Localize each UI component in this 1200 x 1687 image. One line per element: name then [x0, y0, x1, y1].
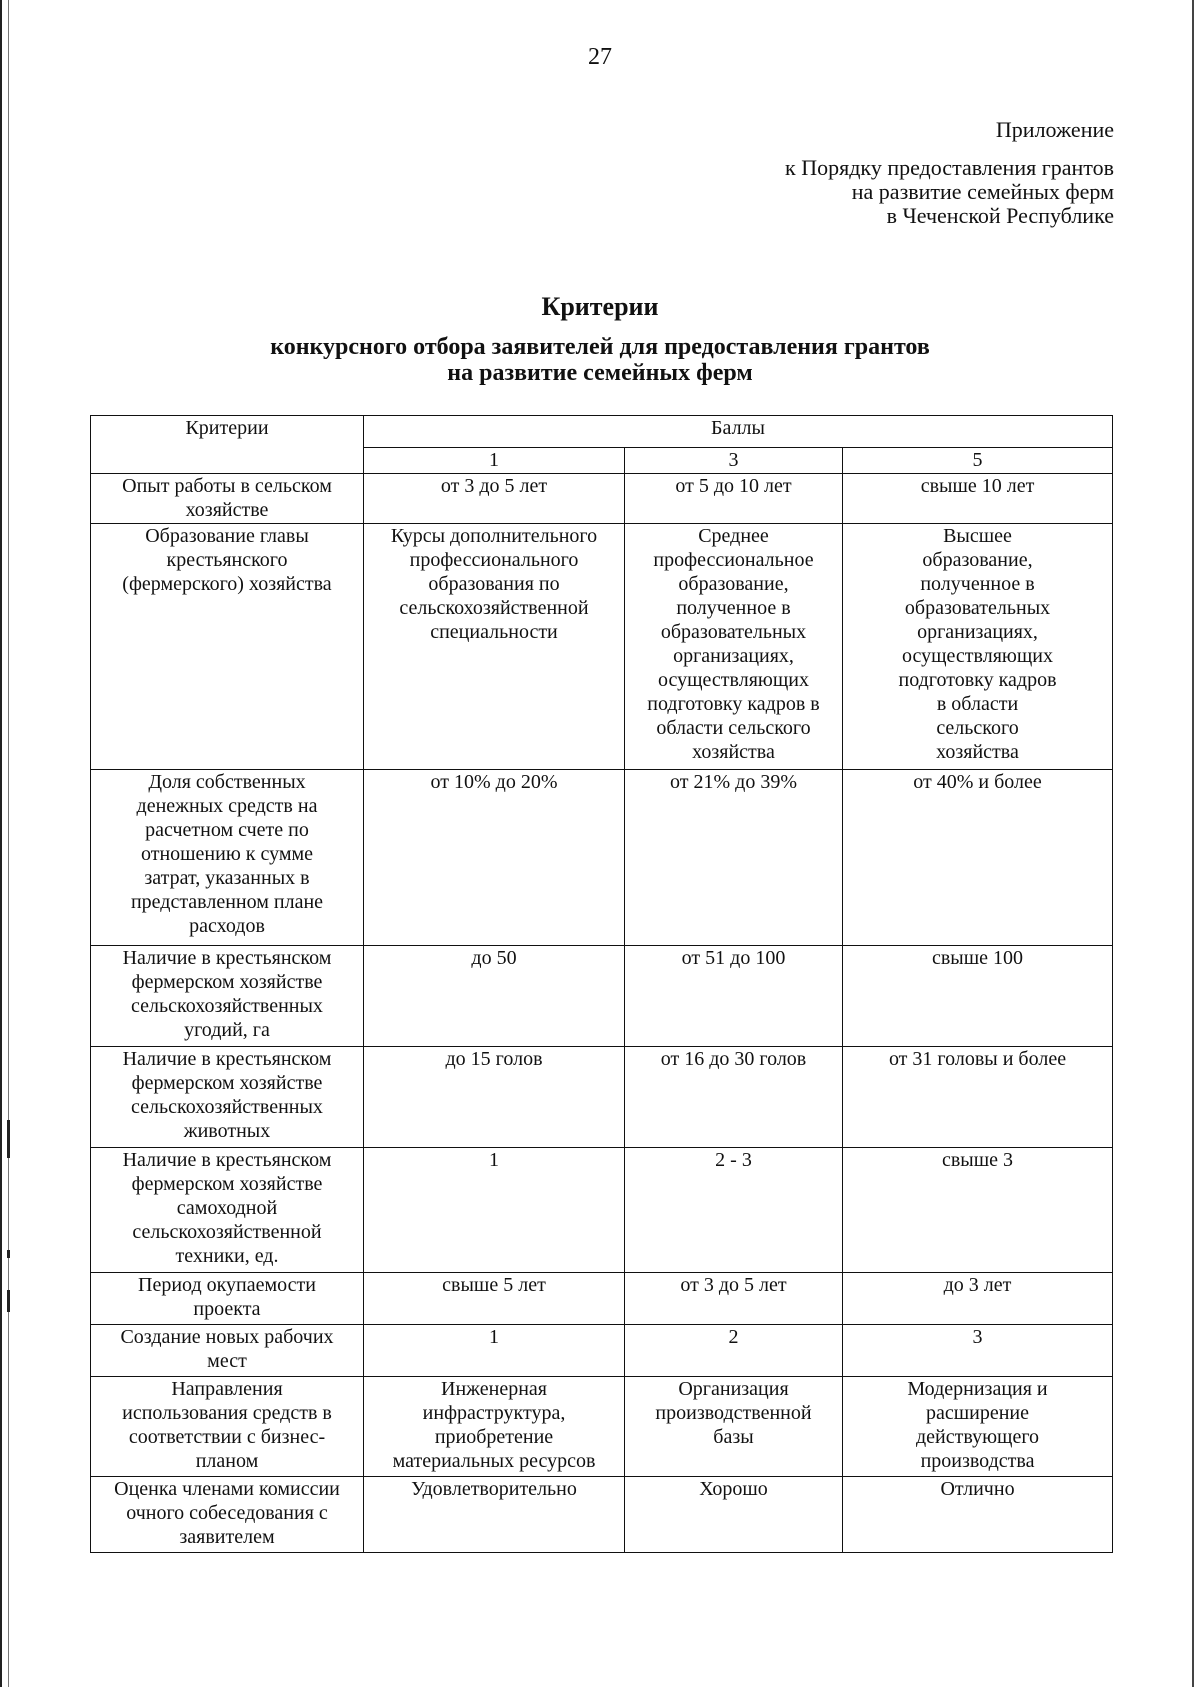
- cell-line: Отлично: [940, 1478, 1015, 1500]
- document-title: Критерии: [541, 292, 659, 321]
- criterion-cell: [91, 946, 364, 1047]
- cell-line: 1: [489, 1149, 499, 1171]
- score-5-cell: [843, 770, 1113, 946]
- score-level-3: 3: [625, 448, 843, 474]
- cell-line: сельскохозяйственных: [131, 1096, 323, 1118]
- table-body: [91, 474, 1113, 1553]
- cell-line: приобретение: [434, 1426, 554, 1448]
- cell-line: животных: [183, 1120, 271, 1142]
- table-row: [91, 770, 1113, 946]
- cell-line: планом: [195, 1450, 259, 1472]
- score-1-cell: [364, 1148, 625, 1273]
- cell-line: 2: [728, 1326, 739, 1348]
- appendix-line: в Чеченской Республике: [886, 203, 1114, 228]
- cell-line: образовательных: [904, 597, 1051, 619]
- score-1-cell: [364, 474, 625, 524]
- score-1-cell: [364, 770, 625, 946]
- score-5-cell: [843, 524, 1113, 770]
- cell-line: материальных ресурсов: [392, 1450, 596, 1472]
- criterion-cell: [91, 1325, 364, 1377]
- score-3-cell: [625, 524, 843, 770]
- appendix-line: на развитие семейных ферм: [851, 179, 1114, 204]
- cell-line: от 10% до 20%: [430, 771, 558, 793]
- cell-line: профессионального: [409, 549, 579, 571]
- score-5-cell: [843, 1325, 1113, 1377]
- criterion-cell: [91, 1273, 364, 1325]
- cell-line: от 5 до 10 лет: [675, 475, 792, 497]
- cell-line: базы: [713, 1426, 754, 1448]
- cell-line: отношению к сумме: [140, 843, 314, 865]
- score-3-cell: [625, 1377, 843, 1477]
- appendix-reference: [785, 156, 1114, 228]
- score-1-cell: [364, 946, 625, 1047]
- cell-line: 3: [972, 1326, 983, 1348]
- criterion-cell: [91, 1477, 364, 1553]
- subtitle-line: конкурсного отбора заявителей для предоставления грантов: [270, 334, 930, 360]
- cell-line: производственной: [655, 1402, 812, 1424]
- cell-line: угодий, га: [184, 1019, 270, 1041]
- document-subtitle: [0, 334, 1200, 386]
- cell-line: свыше 3: [941, 1149, 1014, 1171]
- appendix-line: к Порядку предоставления грантов: [785, 155, 1114, 180]
- cell-line: Инженерная: [441, 1378, 547, 1400]
- cell-line: сельскохозяйственной: [399, 597, 589, 619]
- cell-line: (фермерского) хозяйства: [122, 573, 332, 595]
- cell-line: от 3 до 5 лет: [440, 475, 548, 497]
- cell-line: фермерском хозяйстве: [131, 1173, 323, 1195]
- cell-line: до 3 лет: [943, 1274, 1012, 1296]
- criteria-table: [90, 415, 1113, 1553]
- cell-line: расчетном счете по: [145, 819, 309, 841]
- cell-line: Наличие в крестьянском: [122, 1048, 332, 1070]
- table-row: [91, 1477, 1113, 1553]
- table-row: [91, 1273, 1113, 1325]
- cell-line: сельскохозяйственных: [131, 995, 323, 1017]
- cell-line: сельского: [936, 717, 1019, 739]
- cell-line: Хорошо: [699, 1478, 768, 1500]
- score-1-cell: [364, 1477, 625, 1553]
- cell-line: от 21% до 39%: [670, 771, 797, 793]
- cell-line: Оценка членами комиссии: [114, 1478, 340, 1500]
- cell-line: от 31 головы и более: [888, 1048, 1067, 1070]
- score-1-cell: [364, 1377, 625, 1477]
- criterion-cell: [91, 1377, 364, 1477]
- cell-line: техники, ед.: [175, 1245, 279, 1267]
- cell-line: соответствии с бизнес-: [128, 1426, 326, 1448]
- score-5-cell: [843, 1273, 1113, 1325]
- table-row: [91, 1377, 1113, 1477]
- cell-line: от 40% и более: [913, 771, 1042, 793]
- score-3-cell: [625, 1325, 843, 1377]
- page-number: 27: [588, 44, 612, 70]
- score-3-cell: [625, 1047, 843, 1148]
- cell-line: хозяйства: [692, 741, 775, 763]
- cell-line: Наличие в крестьянском: [122, 1149, 332, 1171]
- cell-line: организациях,: [917, 621, 1038, 643]
- cell-line: организациях,: [673, 645, 794, 667]
- cell-line: проекта: [193, 1298, 261, 1320]
- subtitle-line: на развитие семейных ферм: [447, 360, 753, 386]
- cell-line: образования по: [428, 573, 560, 595]
- table-row: [91, 1325, 1113, 1377]
- score-3-cell: [625, 1148, 843, 1273]
- score-1-cell: [364, 1325, 625, 1377]
- cell-line: 1: [489, 1326, 499, 1348]
- cell-line: подготовку кадров: [898, 669, 1057, 691]
- cell-line: использования средств в: [122, 1402, 332, 1424]
- cell-line: сельскохозяйственной: [132, 1221, 322, 1243]
- cell-line: области сельского: [656, 717, 811, 739]
- cell-line: Высшее: [943, 525, 1012, 547]
- score-3-cell: [625, 770, 843, 946]
- cell-line: крестьянского: [166, 549, 288, 571]
- cell-line: осуществляющих: [902, 645, 1053, 667]
- cell-line: 2 - 3: [715, 1149, 752, 1171]
- cell-line: расширение: [925, 1402, 1030, 1424]
- cell-line: образование,: [922, 549, 1033, 571]
- cell-line: Курсы дополнительного: [390, 525, 598, 547]
- criterion-cell: [91, 474, 364, 524]
- table-header: [91, 416, 1113, 474]
- cell-line: фермерском хозяйстве: [131, 971, 323, 993]
- score-level-5: 5: [843, 448, 1113, 474]
- cell-line: в области: [936, 693, 1019, 715]
- cell-line: Доля собственных: [148, 771, 306, 793]
- cell-line: Образование главы: [145, 525, 309, 547]
- points-column-header: Баллы: [364, 416, 1113, 448]
- cell-line: осуществляющих: [658, 669, 809, 691]
- score-3-cell: [625, 1273, 843, 1325]
- cell-line: самоходной: [176, 1197, 278, 1219]
- cell-line: образование,: [678, 573, 789, 595]
- cell-line: до 50: [471, 947, 517, 969]
- cell-line: хозяйства: [936, 741, 1019, 763]
- table-row: [91, 1148, 1113, 1273]
- cell-line: специальности: [430, 621, 558, 643]
- score-1-cell: [364, 1273, 625, 1325]
- score-5-cell: [843, 1477, 1113, 1553]
- scan-mark: [7, 1290, 10, 1312]
- cell-line: полученное в: [676, 597, 791, 619]
- cell-line: Период окупаемости: [138, 1274, 316, 1296]
- criterion-cell: [91, 770, 364, 946]
- header-row: [91, 416, 1113, 448]
- criterion-cell: [91, 1047, 364, 1148]
- cell-line: Среднее: [698, 525, 769, 547]
- score-1-cell: [364, 524, 625, 770]
- cell-line: затрат, указанных в: [144, 867, 310, 889]
- cell-line: мест: [207, 1350, 247, 1372]
- score-5-cell: [843, 1148, 1113, 1273]
- cell-line: свыше 100: [931, 947, 1024, 969]
- cell-line: профессиональное: [653, 549, 814, 571]
- cell-line: действующего: [915, 1426, 1040, 1448]
- table-row: [91, 1047, 1113, 1148]
- cell-line: свыше 5 лет: [442, 1274, 546, 1296]
- score-3-cell: [625, 1477, 843, 1553]
- cell-line: хозяйстве: [185, 499, 269, 521]
- cell-line: очного собеседования с: [126, 1502, 328, 1524]
- cell-line: инфраструктура,: [422, 1402, 566, 1424]
- score-5-cell: [843, 474, 1113, 524]
- scan-right-edge: [1192, 0, 1194, 1687]
- cell-line: фермерском хозяйстве: [131, 1072, 323, 1094]
- cell-line: Опыт работы в сельском: [122, 475, 332, 497]
- cell-line: производства: [920, 1450, 1035, 1472]
- cell-line: Модернизация и: [907, 1378, 1048, 1400]
- cell-line: полученное в: [920, 573, 1035, 595]
- score-level-1: 1: [364, 448, 625, 474]
- cell-line: от 16 до 30 голов: [660, 1048, 807, 1070]
- criterion-cell: [91, 524, 364, 770]
- score-3-cell: [625, 474, 843, 524]
- score-1-cell: [364, 1047, 625, 1148]
- score-5-cell: [843, 1047, 1113, 1148]
- cell-line: расходов: [189, 915, 265, 937]
- appendix-title: Приложение: [995, 117, 1114, 142]
- scan-mark: [7, 1120, 10, 1158]
- cell-line: от 51 до 100: [681, 947, 786, 969]
- cell-line: Направления: [171, 1378, 283, 1400]
- cell-line: от 3 до 5 лет: [680, 1274, 787, 1296]
- cell-line: Наличие в крестьянском: [122, 947, 332, 969]
- score-3-cell: [625, 946, 843, 1047]
- cell-line: Организация: [678, 1378, 789, 1400]
- cell-line: Удовлетворительно: [411, 1478, 577, 1500]
- scan-left-edge: [0, 0, 9, 1687]
- score-5-cell: [843, 1377, 1113, 1477]
- cell-line: представленном плане: [130, 891, 324, 913]
- cell-line: подготовку кадров в: [647, 693, 820, 715]
- cell-line: свыше 10 лет: [920, 475, 1035, 497]
- cell-line: образовательных: [660, 621, 807, 643]
- cell-line: Создание новых рабочих: [120, 1326, 334, 1348]
- table-row: [91, 474, 1113, 524]
- cell-line: денежных средств на: [136, 795, 318, 817]
- criterion-cell: [91, 1148, 364, 1273]
- cell-line: до 15 голов: [445, 1048, 543, 1070]
- criteria-column-header: Критерии: [91, 416, 364, 474]
- scan-mark: [7, 1250, 10, 1258]
- table-row: [91, 524, 1113, 770]
- score-5-cell: [843, 946, 1113, 1047]
- table-row: [91, 946, 1113, 1047]
- cell-line: заявителем: [179, 1526, 275, 1548]
